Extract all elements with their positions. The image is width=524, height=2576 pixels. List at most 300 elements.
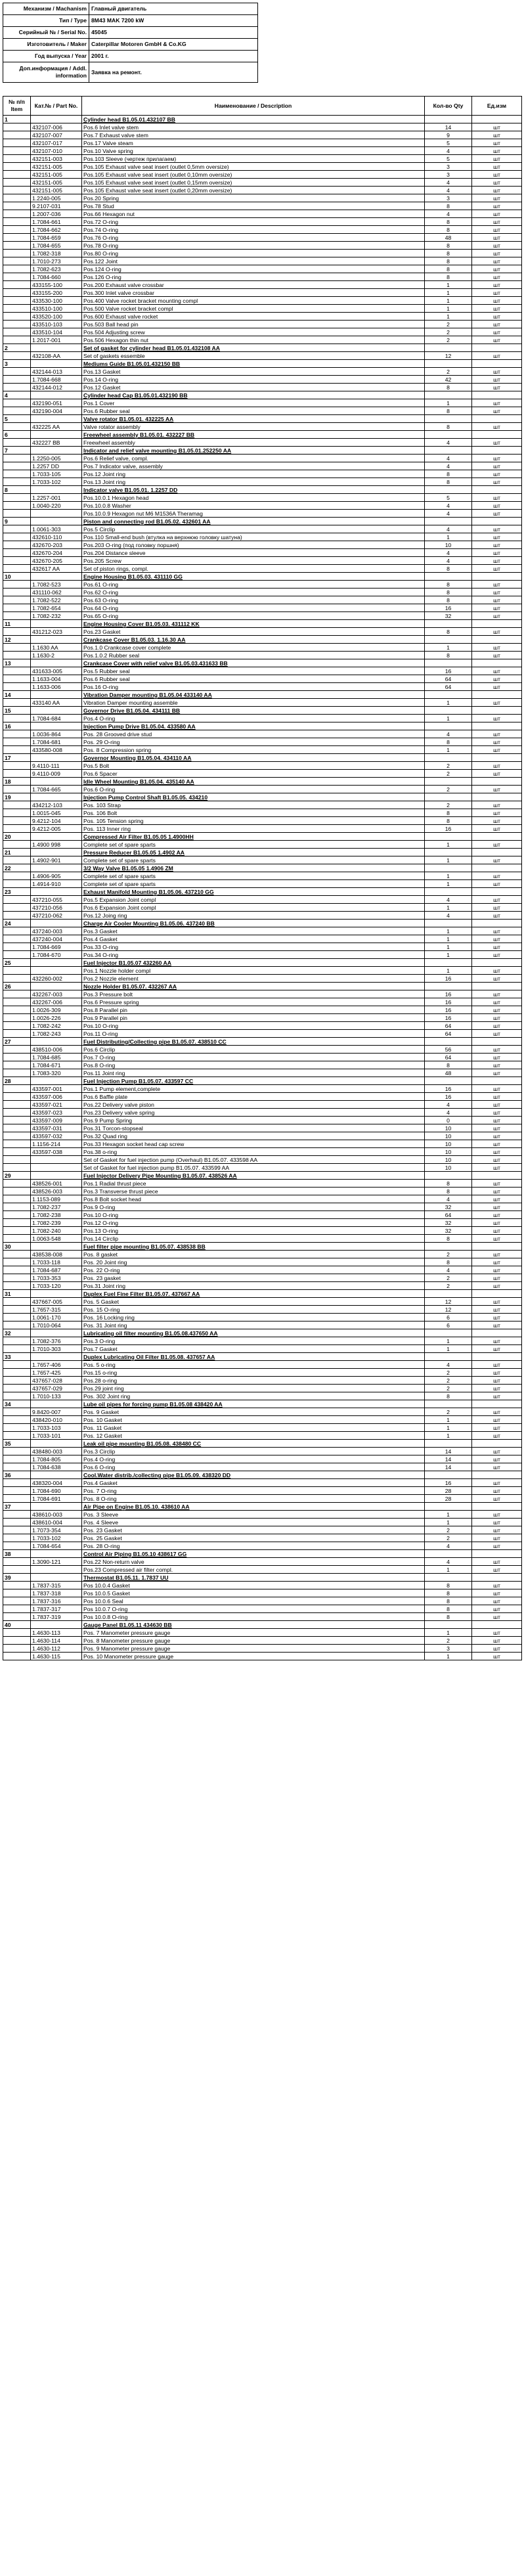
unit-cell: шт — [472, 825, 522, 833]
quantity-cell: 1 — [425, 289, 472, 297]
description-cell: Pos.17 Valve steam — [82, 139, 425, 147]
unit-cell: шт — [472, 990, 522, 998]
unit-cell: шт — [472, 462, 522, 470]
item-number-cell — [3, 1258, 31, 1266]
quantity-cell: 4 — [425, 502, 472, 510]
table-row — [3, 1006, 522, 1014]
item-number-cell — [3, 1392, 31, 1400]
unit-cell: шт — [472, 1582, 522, 1589]
unit-cell: шт — [472, 1227, 522, 1235]
unit-cell: шт — [472, 730, 522, 738]
table-row — [3, 1558, 522, 1566]
quantity-cell: 2 — [425, 321, 472, 328]
item-number-cell — [3, 1416, 31, 1424]
unit-cell: шт — [472, 1416, 522, 1424]
part-number-cell: 1.7657-315 — [31, 1306, 82, 1314]
item-number-cell — [3, 975, 31, 983]
table-row — [3, 478, 522, 486]
quantity-cell — [425, 486, 472, 494]
part-number-cell: 433597-009 — [31, 1117, 82, 1124]
quantity-cell: 8 — [425, 628, 472, 636]
unit-cell: шт — [472, 1455, 522, 1463]
part-number-cell: 431633-005 — [31, 667, 82, 675]
quantity-cell: 4 — [425, 1101, 472, 1109]
unit-cell — [472, 1440, 522, 1448]
table-row — [3, 1117, 522, 1124]
quantity-cell: 4 — [425, 557, 472, 565]
table-row — [3, 407, 522, 415]
description-cell: Pos.29 joint ring — [82, 1385, 425, 1392]
unit-cell: шт — [472, 273, 522, 281]
table-row — [3, 1306, 522, 1314]
quantity-cell: 4 — [425, 510, 472, 518]
description-cell: Set of gasket for cylinder head B1.05.01.432108 AA — [82, 344, 425, 352]
quantity-cell — [425, 659, 472, 667]
section-row — [3, 1329, 522, 1337]
part-number-cell: 1.7084-654 — [31, 1542, 82, 1550]
item-number-cell — [3, 912, 31, 920]
quantity-cell: 16 — [425, 990, 472, 998]
description-cell: Pos. 3 Sleeve — [82, 1511, 425, 1519]
item-number-cell — [3, 1014, 31, 1022]
item-number-cell — [3, 1613, 31, 1621]
table-row — [3, 179, 522, 187]
section-row — [3, 659, 522, 667]
header-label: Механизм / Machanism — [3, 3, 89, 15]
item-number-cell — [3, 770, 31, 778]
table-row — [3, 321, 522, 328]
table-row — [3, 1321, 522, 1329]
quantity-cell: 8 — [425, 1188, 472, 1195]
section-row — [3, 1077, 522, 1085]
item-number-cell — [3, 786, 31, 793]
section-row — [3, 1400, 522, 1408]
part-number-cell: 9.8420-007 — [31, 1408, 82, 1416]
description-cell: Pos.3 Gasket — [82, 927, 425, 935]
table-row — [3, 1164, 522, 1172]
item-number-cell: 26 — [3, 983, 31, 990]
unit-cell: шт — [472, 407, 522, 415]
item-number-cell — [3, 1211, 31, 1219]
part-number-cell: 438320-004 — [31, 1479, 82, 1487]
description-cell: Pos.105 Exhaust valve seat insert (outlet 0,20mm oversize) — [82, 187, 425, 194]
item-number-cell — [3, 762, 31, 770]
section-row — [3, 754, 522, 762]
unit-cell: шт — [472, 399, 522, 407]
item-number-cell — [3, 1306, 31, 1314]
unit-cell: шт — [472, 1117, 522, 1124]
part-number-cell: 432260-002 — [31, 975, 82, 983]
quantity-cell: 28 — [425, 1487, 472, 1495]
part-number-cell: 1.7084-660 — [31, 273, 82, 281]
quantity-cell: 8 — [425, 738, 472, 746]
item-number-cell — [3, 1637, 31, 1645]
quantity-cell — [425, 722, 472, 730]
table-row — [3, 786, 522, 793]
item-number-cell — [3, 1235, 31, 1243]
table-row — [3, 825, 522, 833]
unit-cell — [472, 849, 522, 856]
quantity-cell: 4 — [425, 525, 472, 533]
description-cell: Pos.72 O-ring — [82, 218, 425, 226]
unit-cell: шт — [472, 699, 522, 707]
quantity-cell — [425, 754, 472, 762]
item-number-cell — [3, 951, 31, 959]
part-number-cell: 1.7033-102 — [31, 1534, 82, 1542]
unit-cell: шт — [472, 1558, 522, 1566]
item-number-cell: 24 — [3, 920, 31, 927]
part-number-cell: 433140 AA — [31, 699, 82, 707]
table-row — [3, 1519, 522, 1526]
part-number-cell — [31, 636, 82, 644]
section-row — [3, 636, 522, 644]
table-row — [3, 628, 522, 636]
table-row — [3, 667, 522, 675]
item-number-cell — [3, 1195, 31, 1203]
description-cell: Pos.126 O-ring — [82, 273, 425, 281]
table-row — [3, 384, 522, 391]
header-value: Главный двигатель — [89, 3, 258, 15]
description-cell: Exhaust Manifold Mounting B1.05.06. 437210 GG — [82, 888, 425, 896]
description-cell: Pos.1 Radial thrust piece — [82, 1180, 425, 1188]
quantity-cell: 4 — [425, 210, 472, 218]
unit-cell: шт — [472, 257, 522, 265]
quantity-cell: 5 — [425, 155, 472, 163]
part-number-cell: 1.7837-315 — [31, 1582, 82, 1589]
item-number-cell — [3, 596, 31, 604]
section-row — [3, 983, 522, 990]
item-number-cell — [3, 533, 31, 541]
part-number-cell: 1.7082-238 — [31, 1211, 82, 1219]
part-number-cell: 1.4630-114 — [31, 1637, 82, 1645]
item-number-cell — [3, 1558, 31, 1566]
table-row — [3, 1416, 522, 1424]
table-row — [3, 1597, 522, 1605]
part-number-cell: 432610-110 — [31, 533, 82, 541]
unit-cell: шт — [472, 1061, 522, 1069]
table-row — [3, 1337, 522, 1345]
table-row — [3, 194, 522, 202]
quantity-cell — [425, 415, 472, 423]
description-cell: Pos.62 O-ring — [82, 588, 425, 596]
header-value: Заявка на ремонт. — [89, 62, 258, 83]
description-cell: Pos. 20 Joint ring — [82, 1258, 425, 1266]
unit-cell: шт — [472, 896, 522, 904]
part-number-cell: 1.0061-303 — [31, 525, 82, 533]
description-cell: Pos.4 O-ring — [82, 1455, 425, 1463]
part-number-cell: 432670-203 — [31, 541, 82, 549]
unit-cell: шт — [472, 1369, 522, 1377]
table-row — [3, 557, 522, 565]
item-number-cell — [3, 1022, 31, 1030]
unit-cell: шт — [472, 1566, 522, 1574]
quantity-cell: 2 — [425, 770, 472, 778]
part-number-cell: 433155-200 — [31, 289, 82, 297]
table-row — [3, 202, 522, 210]
unit-cell: шт — [472, 1345, 522, 1353]
unit-cell: шт — [472, 194, 522, 202]
description-cell: Pos.7 Gasket — [82, 1345, 425, 1353]
quantity-cell: 4 — [425, 1361, 472, 1369]
table-row — [3, 588, 522, 596]
item-number-cell: 21 — [3, 849, 31, 856]
header-value: 8M43 MAK 7200 kW — [89, 15, 258, 27]
unit-cell: шт — [472, 904, 522, 912]
part-number-cell: 1.4630-113 — [31, 1629, 82, 1637]
item-number-cell — [3, 1629, 31, 1637]
description-cell: Pos.6 Relief valve, compl. — [82, 455, 425, 462]
quantity-cell: 14 — [425, 123, 472, 131]
section-row — [3, 959, 522, 967]
unit-cell: шт — [472, 147, 522, 155]
description-cell: Pos.105 Exhaust valve seat insert (outlet 0,10mm oversize) — [82, 171, 425, 179]
item-number-cell — [3, 1188, 31, 1195]
unit-cell: шт — [472, 265, 522, 273]
header-label: Доп.информация / Addl. information — [3, 62, 89, 83]
table-row — [3, 1258, 522, 1266]
quantity-cell: 10 — [425, 1132, 472, 1140]
unit-cell: шт — [472, 596, 522, 604]
table-row — [3, 1298, 522, 1306]
item-number-cell — [3, 990, 31, 998]
part-number-cell: 433520-100 — [31, 313, 82, 321]
quantity-cell: 1 — [425, 1629, 472, 1637]
table-row — [3, 1345, 522, 1353]
description-cell: Pos.22 Delivery valve piston — [82, 1101, 425, 1109]
unit-cell: шт — [472, 1495, 522, 1503]
description-cell: Control Air Piping B1.05.10 438617 GG — [82, 1550, 425, 1558]
quantity-cell — [425, 920, 472, 927]
description-cell: Pos 10.0.8 O-ring — [82, 1613, 425, 1621]
part-number-cell: 1.7084-661 — [31, 218, 82, 226]
quantity-cell — [425, 849, 472, 856]
unit-cell: шт — [472, 817, 522, 825]
part-number-cell: 1.7084-805 — [31, 1455, 82, 1463]
item-number-cell — [3, 1132, 31, 1140]
quantity-cell: 8 — [425, 581, 472, 588]
part-number-cell — [31, 722, 82, 730]
item-number-cell: 35 — [3, 1440, 31, 1448]
table-row — [3, 1479, 522, 1487]
unit-cell: шт — [472, 628, 522, 636]
section-row — [3, 778, 522, 786]
table-row — [3, 510, 522, 518]
quantity-cell: 16 — [425, 975, 472, 983]
unit-cell: шт — [472, 533, 522, 541]
part-number-cell — [31, 778, 82, 786]
part-number-cell: 1.0015-045 — [31, 809, 82, 817]
quantity-cell: 16 — [425, 1014, 472, 1022]
quantity-cell: 4 — [425, 1266, 472, 1274]
unit-cell: шт — [472, 1589, 522, 1597]
quantity-cell — [425, 983, 472, 990]
item-number-cell — [3, 321, 31, 328]
table-row — [3, 1148, 522, 1156]
unit-cell: шт — [472, 951, 522, 959]
item-number-cell — [3, 667, 31, 675]
part-number-cell: 438526-001 — [31, 1180, 82, 1188]
unit-cell: шт — [472, 565, 522, 573]
quantity-cell: 4 — [425, 1558, 472, 1566]
part-number-cell: 1.7082-522 — [31, 596, 82, 604]
quantity-cell: 8 — [425, 1589, 472, 1597]
part-number-cell: 1.1630 AA — [31, 644, 82, 652]
quantity-cell: 1 — [425, 841, 472, 849]
quantity-cell: 1 — [425, 699, 472, 707]
part-number-cell: 433597-021 — [31, 1101, 82, 1109]
item-number-cell — [3, 281, 31, 289]
part-number-cell: 1.7010-064 — [31, 1321, 82, 1329]
table-row — [3, 841, 522, 849]
table-row — [3, 328, 522, 336]
unit-cell — [472, 1353, 522, 1361]
table-row — [3, 1195, 522, 1203]
part-number-cell: 433597-023 — [31, 1109, 82, 1117]
quantity-cell — [425, 793, 472, 801]
unit-cell: шт — [472, 1526, 522, 1534]
table-row — [3, 234, 522, 242]
item-number-cell — [3, 825, 31, 833]
quantity-cell: 10 — [425, 1148, 472, 1156]
item-number-cell: 15 — [3, 707, 31, 715]
quantity-cell: 1 — [425, 297, 472, 305]
quantity-cell: 4 — [425, 1542, 472, 1550]
table-row — [3, 257, 522, 265]
part-number-cell: 438610-004 — [31, 1519, 82, 1526]
description-cell: Pos.31 Joint ring — [82, 1282, 425, 1290]
unit-cell: шт — [472, 746, 522, 754]
part-number-cell: 437657-028 — [31, 1377, 82, 1385]
part-number-cell: 1.7084-687 — [31, 1266, 82, 1274]
quantity-cell: 1 — [425, 927, 472, 935]
part-number-cell: 437667-005 — [31, 1298, 82, 1306]
quantity-cell — [425, 518, 472, 525]
part-number-cell — [31, 431, 82, 439]
section-row — [3, 1353, 522, 1361]
item-number-cell — [3, 880, 31, 888]
part-number-cell: 432267-003 — [31, 990, 82, 998]
quantity-cell: 8 — [425, 565, 472, 573]
part-number-cell: 433597-032 — [31, 1132, 82, 1140]
description-cell: Pos.6 Rubber seal — [82, 675, 425, 683]
table-row — [3, 1653, 522, 1660]
unit-cell: шт — [472, 1448, 522, 1455]
description-cell: Pos.23 Delivery valve spring — [82, 1109, 425, 1117]
description-cell: Pos.9 Pump Spring — [82, 1117, 425, 1124]
unit-cell: шт — [472, 683, 522, 691]
unit-cell: шт — [472, 1645, 522, 1653]
item-number-cell: 16 — [3, 722, 31, 730]
item-number-cell — [3, 1566, 31, 1574]
part-number-cell — [31, 707, 82, 715]
item-number-cell: 3 — [3, 360, 31, 368]
part-number-cell: 1.2257 DD — [31, 462, 82, 470]
item-number-cell — [3, 123, 31, 131]
unit-cell: шт — [472, 1392, 522, 1400]
unit-cell: шт — [472, 234, 522, 242]
table-row — [3, 1455, 522, 1463]
table-row — [3, 1385, 522, 1392]
item-number-cell: 20 — [3, 833, 31, 841]
description-cell: Pos.15 o-ring — [82, 1369, 425, 1377]
quantity-cell: 1 — [425, 1424, 472, 1432]
description-cell: Pos. 10 Gasket — [82, 1416, 425, 1424]
part-number-cell: 1.7084-691 — [31, 1495, 82, 1503]
item-number-cell — [3, 1274, 31, 1282]
quantity-cell: 8 — [425, 384, 472, 391]
description-cell: Pos.1 Cover — [82, 399, 425, 407]
part-number-cell — [31, 1290, 82, 1298]
item-number-cell — [3, 746, 31, 754]
table-row — [3, 1511, 522, 1519]
quantity-cell: 2 — [425, 801, 472, 809]
description-cell: Pos. 113 Inner ring — [82, 825, 425, 833]
item-number-cell — [3, 1455, 31, 1463]
item-number-cell — [3, 628, 31, 636]
unit-cell — [472, 415, 522, 423]
item-number-cell: 37 — [3, 1503, 31, 1511]
unit-cell: шт — [472, 841, 522, 849]
unit-cell — [472, 1172, 522, 1180]
part-number-cell — [31, 518, 82, 525]
unit-cell — [472, 691, 522, 699]
description-cell: Pos.4 O-ring — [82, 715, 425, 722]
table-row — [3, 738, 522, 746]
quantity-cell: 56 — [425, 1046, 472, 1054]
item-number-cell — [3, 234, 31, 242]
part-number-cell: 1.7837-319 — [31, 1613, 82, 1621]
description-cell: Pos.28 o-ring — [82, 1377, 425, 1385]
table-row — [3, 242, 522, 250]
header-value: 45045 — [89, 27, 258, 39]
description-cell: Pos.33 Hexagon socket head cap screw — [82, 1140, 425, 1148]
description-cell: Pos.66 Hexagon nut — [82, 210, 425, 218]
table-row — [3, 904, 522, 912]
quantity-cell: 1 — [425, 1416, 472, 1424]
unit-cell: шт — [472, 139, 522, 147]
description-cell: Pos.3 Circlip — [82, 1448, 425, 1455]
item-number-cell — [3, 305, 31, 313]
quantity-cell: 64 — [425, 675, 472, 683]
table-row — [3, 604, 522, 612]
unit-cell: шт — [472, 423, 522, 431]
part-number-cell: 1.7084-669 — [31, 943, 82, 951]
unit-cell — [472, 620, 522, 628]
unit-cell: шт — [472, 738, 522, 746]
table-row — [3, 131, 522, 139]
description-cell: Injection Pump Drive B1.05.04. 433580 AA — [82, 722, 425, 730]
table-row — [3, 1124, 522, 1132]
item-number-cell — [3, 1495, 31, 1503]
description-cell: Pos. 9 Manometer pressure gauge — [82, 1645, 425, 1653]
item-number-cell — [3, 1534, 31, 1542]
quantity-cell: 3 — [425, 163, 472, 171]
item-number-cell — [3, 1337, 31, 1345]
part-number-cell: 1.7084-665 — [31, 786, 82, 793]
part-number-cell: 1.7084-662 — [31, 226, 82, 234]
part-number-cell: 1.7033-105 — [31, 470, 82, 478]
item-number-cell: 40 — [3, 1621, 31, 1629]
description-cell: Pos.6 Circlip — [82, 1046, 425, 1054]
part-number-cell: 437210-062 — [31, 912, 82, 920]
quantity-cell: 16 — [425, 604, 472, 612]
table-row — [3, 967, 522, 975]
unit-cell — [472, 1550, 522, 1558]
description-cell: Pos.64 O-ring — [82, 604, 425, 612]
unit-cell: шт — [472, 368, 522, 376]
part-number-cell — [31, 360, 82, 368]
quantity-cell: 6 — [425, 1321, 472, 1329]
